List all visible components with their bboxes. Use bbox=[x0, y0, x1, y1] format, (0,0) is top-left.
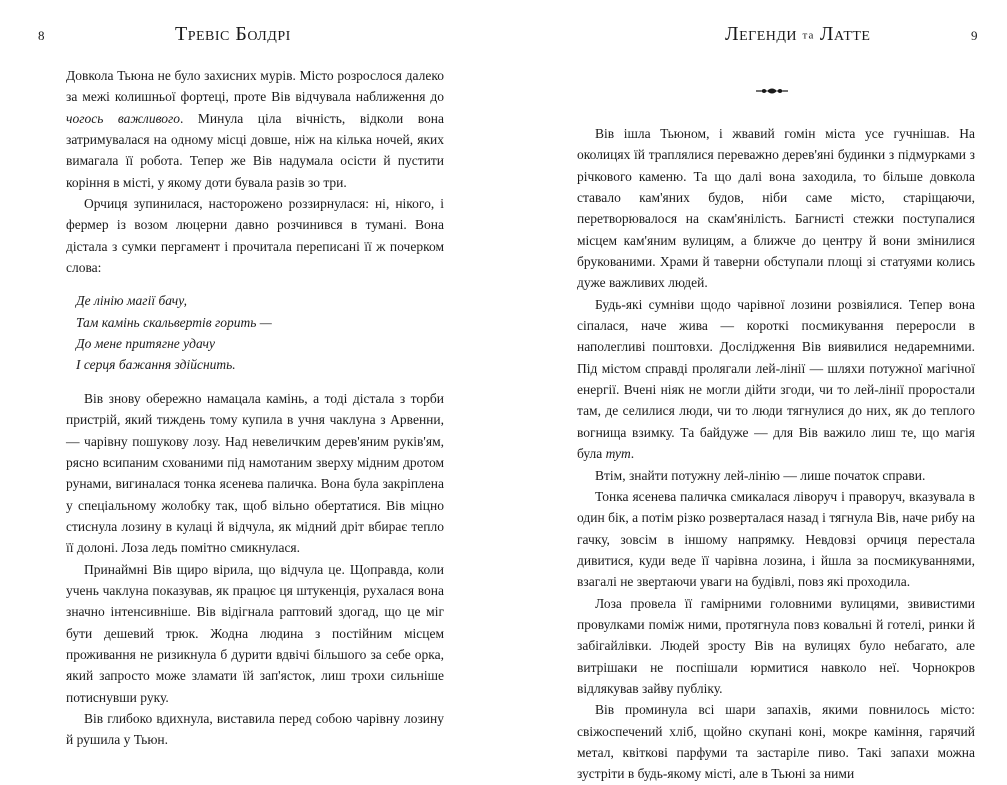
left-text-block bbox=[66, 65, 444, 751]
paragraph: Вів ішла Тьюном, і жвавий гомін міста усе гучнішав. На околицях їй траплялися переважно дерев'яні будинки з підмурками з річкового каменю. Та що далі вона заходила, то більше довкола ставало кам'яних будов, ніби саме місто, старіщаючи, перетворювалося на скам'янілість. Багнисті стежки поступалися місцем кам'яним вулицям, а ближче до центру й вони змінилися брукованими. Храми й таверни обступали площі зі статуями колись дуже важливих людей. bbox=[577, 126, 975, 291]
emphasis: чогось важливого bbox=[66, 110, 181, 126]
poem bbox=[76, 290, 444, 375]
page-number-right: 9 bbox=[971, 28, 978, 43]
poem-line: До мене притягне удачу bbox=[76, 336, 215, 352]
paragraph: Вів глибоко вдихнула, виставила перед собою чарівну лозину й рушила у Тьюн. bbox=[66, 710, 444, 748]
page-number-left: 8 bbox=[38, 28, 45, 43]
left-page bbox=[0, 0, 503, 763]
poem-line: Де лінію магії бачу, bbox=[76, 293, 187, 309]
scroll-ornament-icon bbox=[755, 86, 789, 96]
paragraph: Вів знову обережно намацала камінь, а тоді дістала з торби пристрій, який тиждень тому купила в учня чаклуна з Арвенни, — чарівну пошукову лозу. Над невеличким дерев'яним руків'ям, рясно всипаним схованими під намотаним зверху мідним дротом рунами, вигиналася тонка ясенева паличка. Вона була закріплена у спеціальному жолобку так, щоб вільно обертатися. Вів міцно стиснула лозину в кулаці й відчула, як мідний дріт вбирає тепло її долоні. Лоза ледь помітно смикнулася. bbox=[66, 390, 444, 556]
paragraph: Принаймні Вів щиро вірила, що відчула це. Щоправда, коли учень чаклуна показував, як працює ця штукенція, рухалася вона значно інтенсивніше. Вів відігнала раптовий здогад, що це міг бути дешевий трюк. Жодна людина з постійним місцем проживання не ризикнула б дурити вдвічі більшого за себе орка, який запросто може зламати їй зап'ясток, лиш трохи сильніше потиснувши руку. bbox=[66, 561, 444, 705]
right-text-block bbox=[577, 123, 975, 785]
paragraph: Тонка ясенева паличка смикалася ліворуч і праворуч, вказувала в один бік, а потім різко розверталася назад і тягнула Вів, наче рибу на гачку, зовсім в іншому напрямку. Невдовзі орчиця перестала дивитися, куди веде її чарівна лозина, і йшла за посмикуваннями, взагалі не звертаючи уваги на будівлі, повз які проходила. bbox=[577, 488, 975, 590]
paragraph: Вів проминула всі шари запахів, якими повнилось місто: свіжоспечений хліб, щойно скупані коні, мокре каміння, гарячий метал, квіткові парфуми та застарілe пиво. Такі запахи можна зустріти в будь-якому місті, але в Тьюні за ними bbox=[577, 702, 975, 782]
running-head-title: Легенди та Латте bbox=[725, 23, 871, 45]
right-page bbox=[503, 0, 1007, 782]
paragraph: Втім, знайти потужну лей-лінію — лише початок справи. bbox=[595, 467, 926, 483]
paragraph: Лоза провела її гамірними головними вулицями, звивистими провулками поміж ними, протягнула повз ковальні й готелі, ринки й забігайлівки. Людей зросту Вів на вулицях було небагато, але витрішаки не поспішали юрмитися навколо неї. Чорнокров відлякував зайву публіку. bbox=[577, 595, 975, 696]
paragraph: Орчиця зупинилася, насторожено роззирнулася: ні, нікого, і фермер із возом люцерни давно розчинився в тумані. Вона дістала з сумки пергамент і прочитала переписані її ж почерком слова: bbox=[66, 196, 444, 276]
paragraph: Будь-які сумніви щодо чарівної лозини розвіялися. Тепер вона сіпалася, наче жива — короткі посмикування переросли в наполегливі поштовхи. Дослідження Вів виявилися недаремними. Під містом справді пролягали лей-лінії — шляхи потужної магічної енергії. Вчені ніяк не могли дійти згоди, чи то лей-лінії проростали там, де селилися люди, чи то люди тягнулися до них, як до теплого вогнища взимку. Та байдуже — для Вів важило лиш те, що магія була тут. bbox=[577, 296, 975, 462]
running-head-author: Тревіс Болдрі bbox=[175, 23, 291, 45]
poem-line: Там камінь скальвертів горить — bbox=[76, 314, 272, 330]
emphasis: тут bbox=[605, 446, 631, 462]
paragraph: Довкола Тьюна не було захисних мурів. Місто розрослося далеко за межі колишньої фортеці, проте Вів відчувала наближення до чогось важливого. Минула ціла вічність, відколи вона затримувалася на одному місці довше, ніж на кілька ночей, яких вимагала її робота. Тепер же Вів надумала осісти й пустити коріння в місті, у якому доти бувала разів зо три. bbox=[66, 68, 444, 190]
poem-line: І серця бажання здійснить. bbox=[76, 357, 236, 373]
